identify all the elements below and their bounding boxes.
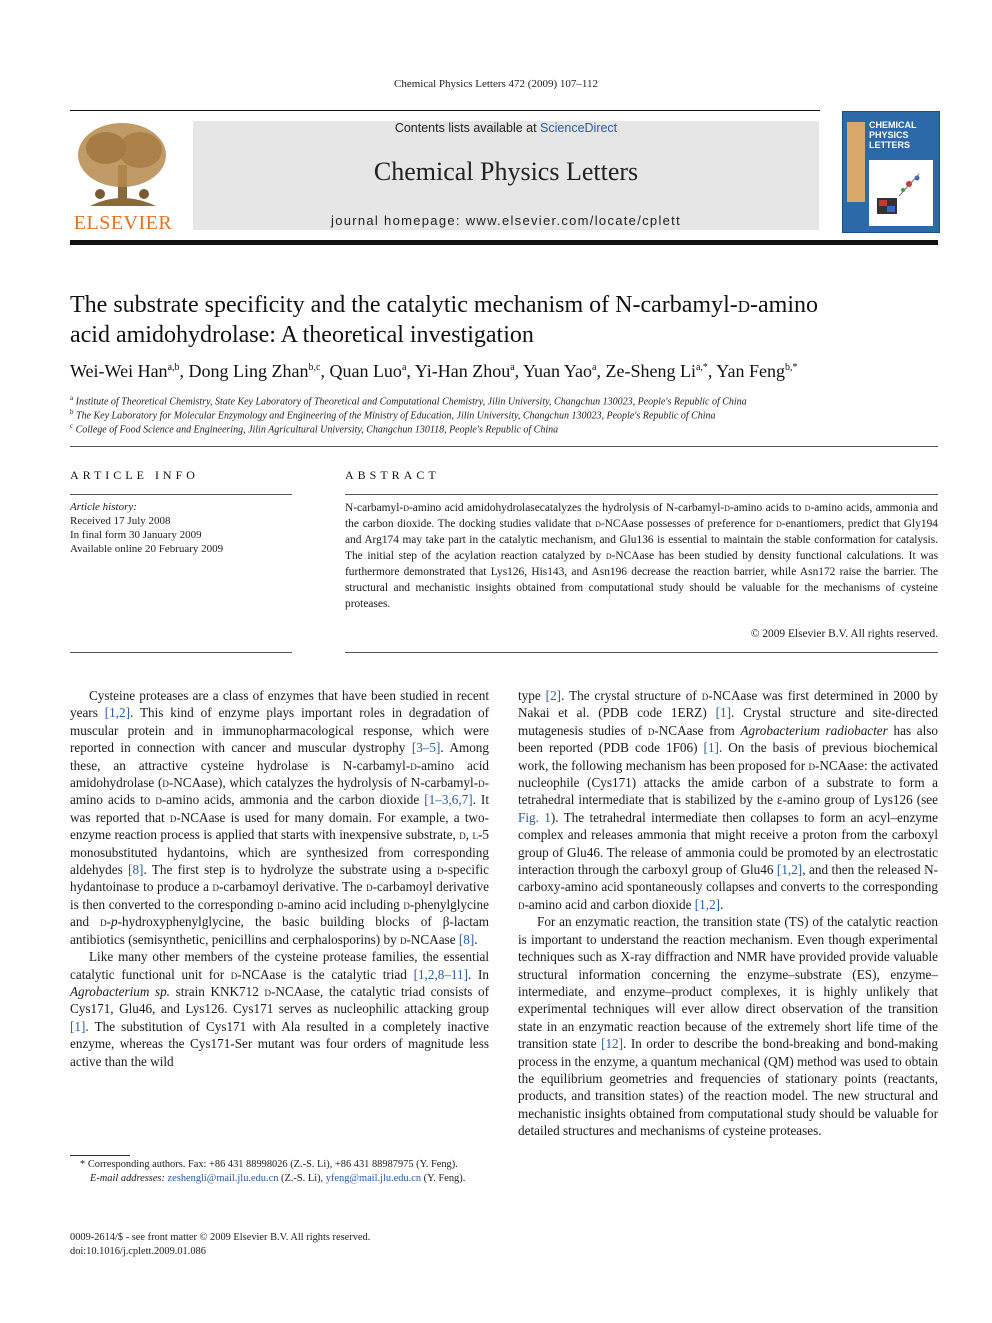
author-name[interactable]: Yan Feng [716, 361, 785, 381]
cover-title-line2: PHYSICS [869, 130, 909, 140]
elsevier-wordmark: ELSEVIER [73, 212, 173, 234]
abstract-rule [345, 494, 938, 495]
title-line-2: acid amidohydrolase: A theoretical investigation [70, 322, 534, 348]
online-date: Available online 20 February 2009 [70, 543, 224, 555]
doi-line[interactable]: doi:10.1016/j.cplett.2009.01.086 [70, 1246, 206, 1257]
email-owner-li: (Z.-S. Li), [281, 1173, 324, 1185]
body-paragraph: Cysteine proteases are a class of enzymes that have been studied in recent years [1,2]. This kind of enzyme plays important roles in degradation of muscular protein and in immunopharmacological response, which were reported in connection with cancer and muscular dystrophy [3–5]. Among these, an attractive cysteine hydrolase is N-carbamyl-d-amino acid amidohydrolase (d-NCAase), which catalyzes the hydrolysis of N-carbamyl-d-amino acids to d-amino acids, ammonia and the carbon dioxide [1–3,6,7]. It was reported that d-NCAase is used for many domain. For example, a two-enzyme reaction process is applied that starts with inexpensive substrate, d, l-5 monosubstituted hydantoins, which are synthesized from corresponding aldehydes [8]. The first step is to hydrolyze the substrate using a d-specific hydantoinase to produce a d-carbamoyl derivative. The d-carbamoyl derivative is then converted to the corresponding d-amino acid including d-phenylglycine and d-p-hydroxyphenylglycine, the basic building blocks of β-lactam antibiotics (semisynthetic, penicillins and cerphalosporins) by d-NCAase [8]. [70, 688, 490, 947]
abstract-body: N-carbamyl-d-amino acid amidohydrolasecatalyzes the hydrolysis of N-carbamyl-d-amino acids to d-amino acids, ammonia and the carbon dioxide. The docking studies validate that d-NCAase possesses of preference for d-enantiomers, predict that Gly194 and Arg174 may take part in the catalytic mechanism, and Glu136 is essential to maintain the stable conformation for catalysis. The initial step of the acylation reaction catalyzed by d-NCAase has been studied by density functional calculations. It was furthermore demonstrated that Lys126, His143, and Asn196 decrease the reaction barrier, while Asn172 raise the barrier. The structural and mechanistic insights obtained from computational study should be valuable for the mechanisms of cysteine proteases. [345, 502, 939, 610]
title-part-d: d [737, 292, 751, 318]
body-column-right [518, 687, 938, 1140]
email-link-feng[interactable]: yfeng@mail.jlu.edu.cn [325, 1173, 422, 1185]
journal-cover[interactable] [842, 111, 940, 233]
author-affil-mark: b,* [784, 362, 798, 373]
author-name[interactable]: Yuan Yao [523, 361, 593, 381]
email-owner-feng: (Y. Feng). [423, 1173, 466, 1185]
email-label: E-mail addresses: [90, 1173, 165, 1185]
header-top-rule [70, 110, 820, 111]
homepage-url[interactable]: www.elsevier.com/locate/cplett [465, 213, 681, 228]
author-affil-mark: a,b [167, 362, 180, 373]
affiliation-a [70, 394, 940, 407]
article-info-heading: ARTICLE INFO [70, 468, 199, 482]
footnote-rule [70, 1155, 130, 1156]
cover-title-line1: CHEMICAL [869, 120, 917, 130]
author-name[interactable]: Wei-Wei Han [70, 361, 168, 381]
issn-doi-block [70, 1231, 370, 1259]
affiliation-mark: a [70, 394, 74, 402]
email-link-li[interactable]: zeshengli@mail.jlu.edu.cn [167, 1173, 279, 1185]
body-paragraph: Like many other members of the cysteine protease families, the essential catalytic functional unit for d-NCAase is the catalytic triad [1,2,8–11]. In Agrobacterium sp. strain KNK712 d-NCAase, the catalytic triad consists of Cys171, Glu46, and Lys126. Cys171 serves as nucleophilic attacking group [1]. The substitution of Cys171 with Ala resulted in a completely inactive enzyme, whereas the Cys171-Ser mutant was four orders of magnitude less active than the wild [70, 949, 489, 1069]
footnote-star: * [80, 1159, 86, 1170]
received-date: Received 17 July 2008 [70, 515, 171, 527]
cover-image-panel [869, 160, 933, 226]
title-part-a: The substrate specificity and the catalytic mechanism of N-carbamyl- [70, 292, 738, 318]
author-name[interactable]: Dong Ling Zhan [188, 361, 309, 381]
affiliation-b [70, 408, 940, 421]
author-name[interactable]: Quan Luo [329, 361, 402, 381]
article-history [70, 500, 292, 556]
email-footnote [70, 1172, 489, 1186]
author-affil-mark: b,c [308, 362, 321, 373]
header-bottom-rule [70, 240, 938, 245]
article-title [70, 290, 930, 350]
affiliation-text: The Key Laboratory for Molecular Enzymology and Engineering of the Ministry of Education, Jilin University, Changchun 130023, People's Republic of China [76, 410, 716, 422]
author-affil-mark: a [401, 362, 407, 373]
journal-banner [193, 121, 819, 230]
affiliation-c [70, 422, 940, 435]
elsevier-logo[interactable] [70, 120, 176, 232]
author-affil-mark: a [510, 362, 515, 373]
author-name[interactable]: Yi-Han Zhou [414, 361, 511, 381]
cover-side-strip [847, 122, 865, 202]
cover-title-line3: LETTERS [869, 140, 911, 150]
history-label: Article history: [70, 501, 137, 513]
author-affil-mark: a [592, 362, 597, 373]
article-info-bottom-rule [70, 652, 292, 653]
abstract-heading: ABSTRACT [345, 468, 440, 482]
sciencedirect-link[interactable]: ScienceDirect [540, 121, 618, 135]
author-name[interactable]: Ze-Sheng Li [605, 361, 696, 381]
homepage-line [193, 213, 819, 228]
journal-name: Chemical Physics Letters [373, 157, 639, 186]
affiliation-mark: c [70, 422, 74, 430]
body-paragraph: type [2]. The crystal structure of d-NCAase was first determined in 2000 by Nakai et al. (PDB code 1ERZ) [1]. Crystal structure and site-directed mutagenesis studies of d-NCAase from Agrobacterium radiobacter has also been reported (PDB code 1F06) [1]. On the basis of previous biochemical work, the following mechanism has been proposed for d-NCAase: the activated nucleophile (Cys171) attacks the amide carbon of a substrate to form a tetrahedral intermediate that is stabilized by the ε-amino group of Lys126 (see Fig. 1). The tetrahedral intermediate then collapses to form an acyl–enzyme complex and releases ammonia that might receive a proton from the carboxyl group of Glu46. The release of ammonia could be promoted by an electrostatic interaction through the carboxyl group of Glu46 [1,2], and then the released N-carboxy-amino acid spontaneously collapses and converts to the corresponding d-amino acid and carbon dioxide [1,2]. [518, 688, 939, 912]
abstract-bottom-rule [345, 652, 938, 653]
cover-molecule-icon [869, 160, 933, 226]
issn-line: 0009-2614/$ - see front matter © 2009 Elsevier B.V. All rights reserved. [70, 1232, 371, 1243]
homepage-prefix: journal homepage: [331, 213, 466, 228]
body-column-left [70, 687, 489, 1070]
copyright-line: © 2009 Elsevier B.V. All rights reserved. [750, 628, 938, 640]
running-head: Chemical Physics Letters 472 (2009) 107–112 [394, 78, 598, 90]
affiliation-divider [70, 446, 938, 447]
corresponding-text: Corresponding authors. Fax: +86 431 88998026 (Z.-S. Li), +86 431 88987975 (Y. Feng). [87, 1159, 458, 1170]
affiliation-text: Institute of Theoretical Chemistry, State Key Laboratory of Theoretical and Computational Chemistry, Jilin University, Changchun 130023, People's Republic of China [75, 396, 747, 408]
author-affil-mark: a,* [695, 362, 708, 373]
title-part-b: -amino [750, 292, 818, 318]
body-paragraph: For an enzymatic reaction, the transition state (TS) of the catalytic reaction is important to understand the reaction mechanism. Even though experimental techniques such as X-ray diffraction and NMR have provided provide valuable structural information concerning the enzyme–substrate (ES), enzyme–intermediate, and enzyme–product complexes, it is highly unlikely that experimental techniques will ever allow direct observation of the transition state in an enzymatic reaction because of the extremely short life time of the transition state [12]. In order to describe the bond-breaking and bond-making process in the enzyme, a quantum mechanical (QM) method was used to obtain the equilibrium geometries and frequencies of stationary points (reactants, products, and transition states) of the reaction model. The new structural and mechanistic insights obtained from computational study should be valuable for detailed structures and mechanisms of cysteine proteases. [518, 914, 938, 1139]
elsevier-tree-icon [70, 120, 176, 212]
affiliation-text: College of Food Science and Engineering, Jilin Agricultural University, Changchun 130118, People's Republic of China [75, 424, 559, 436]
title-line-1 [70, 290, 930, 320]
footnote-block [70, 1158, 489, 1186]
corresponding-footnote [70, 1158, 489, 1172]
article-info-rule [70, 494, 292, 495]
contents-prefix: Contents lists available at [394, 121, 541, 135]
cover-title [869, 120, 917, 150]
contents-line [193, 121, 819, 135]
author-list: Wei-Wei Han$^{a,b}$, Dong Ling Zhan$^{b,c}$, Quan Luo$^a$, Yi-Han Zhou$^a$, Yuan Yao$^a$, Ze-Sheng $Li^{a,*}$, Yan Feng$^{b,*}$ [70, 361, 798, 381]
revised-date: In final form 30 January 2009 [70, 529, 202, 541]
affiliation-mark: b [70, 408, 74, 416]
